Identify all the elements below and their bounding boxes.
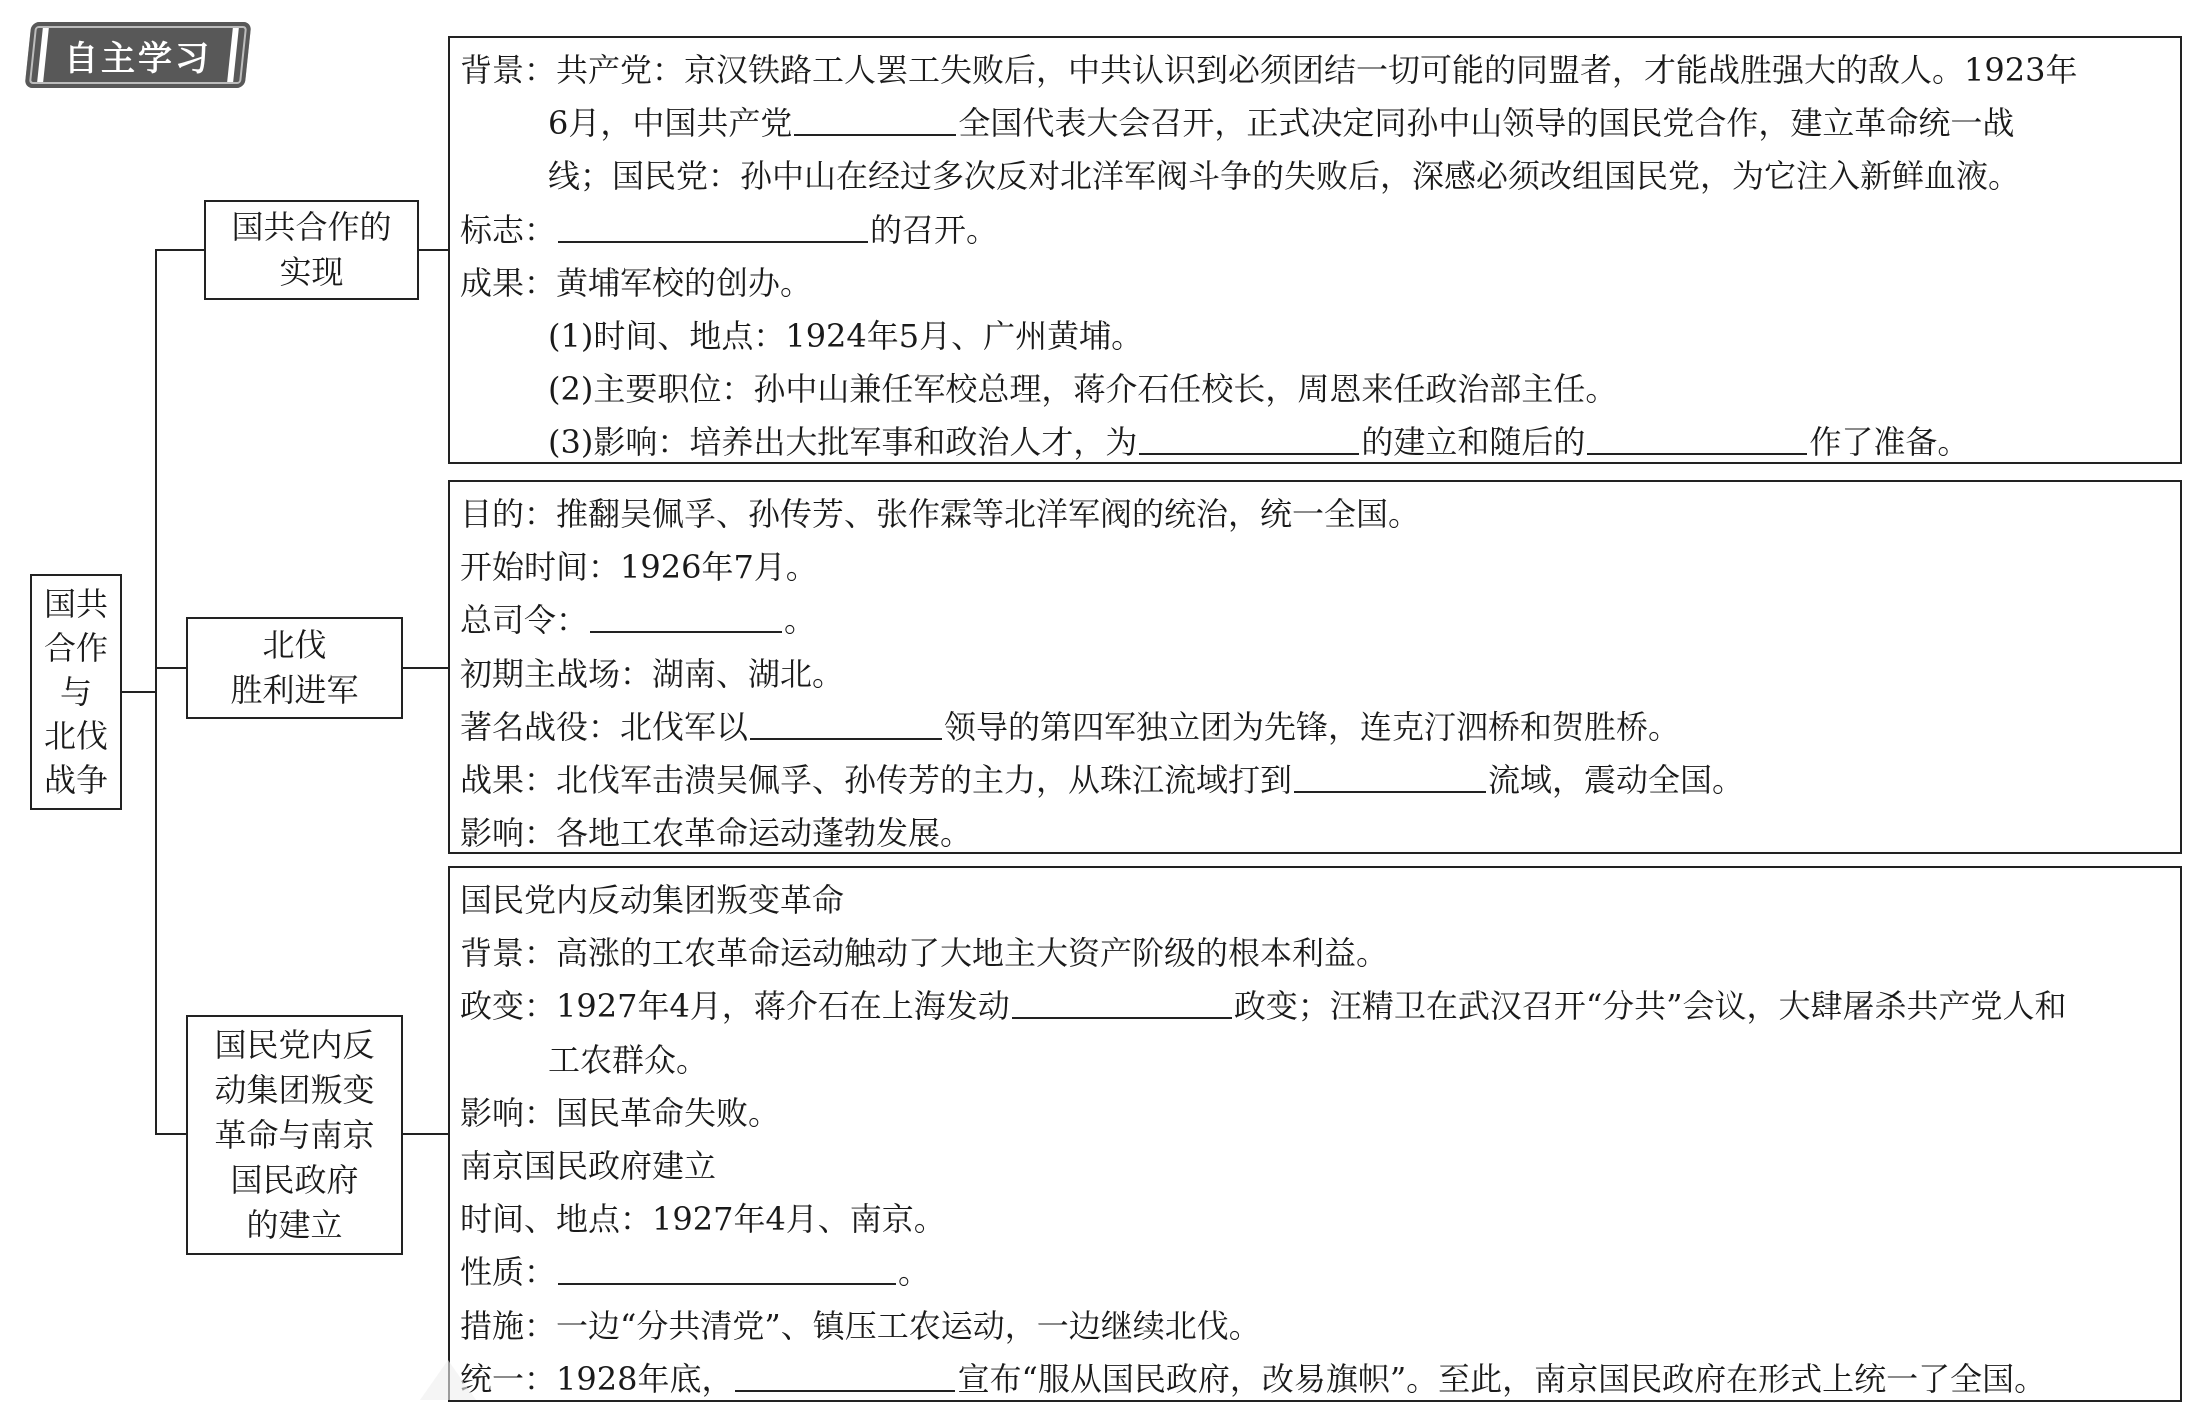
root-topic-label: 国共 合作 与 北伐 战争 [43, 585, 108, 799]
text-line: 政变：1927年4月，蒋介石在上海发动 政变；汪精卫在武汉召开“分共”会议，大肆屠杀共产党人和 [460, 980, 2180, 1033]
text-line: 背景：高涨的工农革命运动触动了大地主大资产阶级的根本利益。 [460, 934, 1389, 973]
text-line: 统一：1928年底， 宣布“服从国民政府，改易旗帜”。至此，南京国民政府在形式上统一了全国。 [460, 1353, 2180, 1406]
fill-blank[interactable] [1294, 755, 1486, 793]
fill-blank[interactable] [1587, 417, 1807, 455]
topic-northern-expedition [186, 617, 403, 719]
topic-nanjing-government [186, 1015, 403, 1255]
text-line: (1)时间、地点：1924年5月、广州黄埔。 [548, 317, 1144, 356]
text-line: 工农群众。 [548, 1040, 709, 1079]
panel-nanjing-government [448, 866, 2182, 1402]
connector-panel-3 [402, 1133, 448, 1135]
connector-branch-3 [155, 1133, 187, 1135]
text-line: 标志： 的召开。 [460, 204, 2180, 257]
fill-blank[interactable] [1012, 981, 1232, 1019]
text-line: 国民党内反动集团叛变革命 [460, 881, 845, 919]
root-topic [30, 574, 122, 810]
text-line: 战果：北伐军击溃吴佩孚、孙传芳的主力，从珠江流域打到 流域，震动全国。 [460, 754, 2180, 807]
panel-cooperation [448, 36, 2182, 464]
topic-cooperation-label: 国共合作的 实现 [231, 208, 392, 291]
panel-northern-expedition [448, 480, 2182, 854]
text-line: 时间、地点：1927年4月、南京。 [460, 1200, 946, 1239]
text-line: (2)主要职位：孙中山兼任军校总理，蒋介石任校长，周恩来任政治部主任。 [548, 370, 1618, 409]
fill-blank[interactable] [794, 98, 956, 136]
text-line: 目的：推翻吴佩孚、孙传芳、张作霖等北洋军阀的统治，统一全国。 [460, 495, 1421, 533]
text-line: 初期主战场：湖南、湖北。 [460, 654, 845, 693]
connector-branch-2 [155, 667, 187, 669]
text-line: 南京国民政府建立 [460, 1147, 717, 1186]
text-line: 影响：国民革命失败。 [460, 1093, 781, 1132]
text-line: 性质： 。 [460, 1246, 2180, 1299]
corner-watermark [420, 1360, 476, 1400]
text-line: 总司令： 。 [460, 594, 2180, 647]
fill-blank[interactable] [590, 595, 782, 633]
section-badge-label: 自主学习 [64, 38, 212, 79]
badge-notch-right [227, 28, 239, 82]
badge-notch-left [37, 28, 49, 82]
fill-blank[interactable] [1139, 417, 1359, 455]
text-line: 背景：共产党：京汉铁路工人罢工失败后，中共认识到必须团结一切可能的同盟者，才能战胜强大的敌人。1923年 [460, 51, 2078, 89]
topic-nanjing-government-label: 国民党内反 动集团叛变 革命与南京 国民政府 的建立 [214, 1025, 375, 1244]
fill-blank[interactable] [558, 205, 868, 243]
text-line: 开始时间：1926年7月。 [460, 548, 818, 587]
text-line: 成果：黄埔军校的创办。 [460, 263, 813, 302]
text-line: (3)影响：培养出大批军事和政治人才，为 的建立和随后的 作了准备。 [460, 416, 2180, 469]
topic-cooperation [204, 200, 419, 300]
text-line: 影响：各地工农革命运动蓬勃发展。 [460, 814, 973, 853]
fill-blank[interactable] [750, 702, 942, 740]
topic-northern-expedition-label: 北伐 胜利进军 [230, 626, 359, 709]
connector-panel-2 [402, 667, 448, 669]
text-line: 6月，中国共产党 全国代表大会召开，正式决定同孙中山领导的国民党合作，建立革命统一战 [460, 97, 2180, 150]
connector-branch-1 [155, 249, 205, 251]
fill-blank[interactable] [735, 1354, 955, 1392]
fill-blank[interactable] [558, 1247, 896, 1285]
section-badge [25, 22, 252, 88]
connector-trunk [155, 249, 157, 1134]
text-line: 著名战役：北伐军以 领导的第四军独立团为先锋，连克汀泗桥和贺胜桥。 [460, 701, 2180, 754]
text-line: 线；国民党：孙中山在经过多次反对北洋军阀斗争的失败后，深感必须改组国民党，为它注入新鲜血液。 [548, 157, 2021, 196]
connector-root [122, 691, 156, 693]
connector-panel-1 [418, 249, 448, 251]
text-line: 措施：一边“分共清党”、镇压工农运动，一边继续北伐。 [460, 1306, 1261, 1345]
